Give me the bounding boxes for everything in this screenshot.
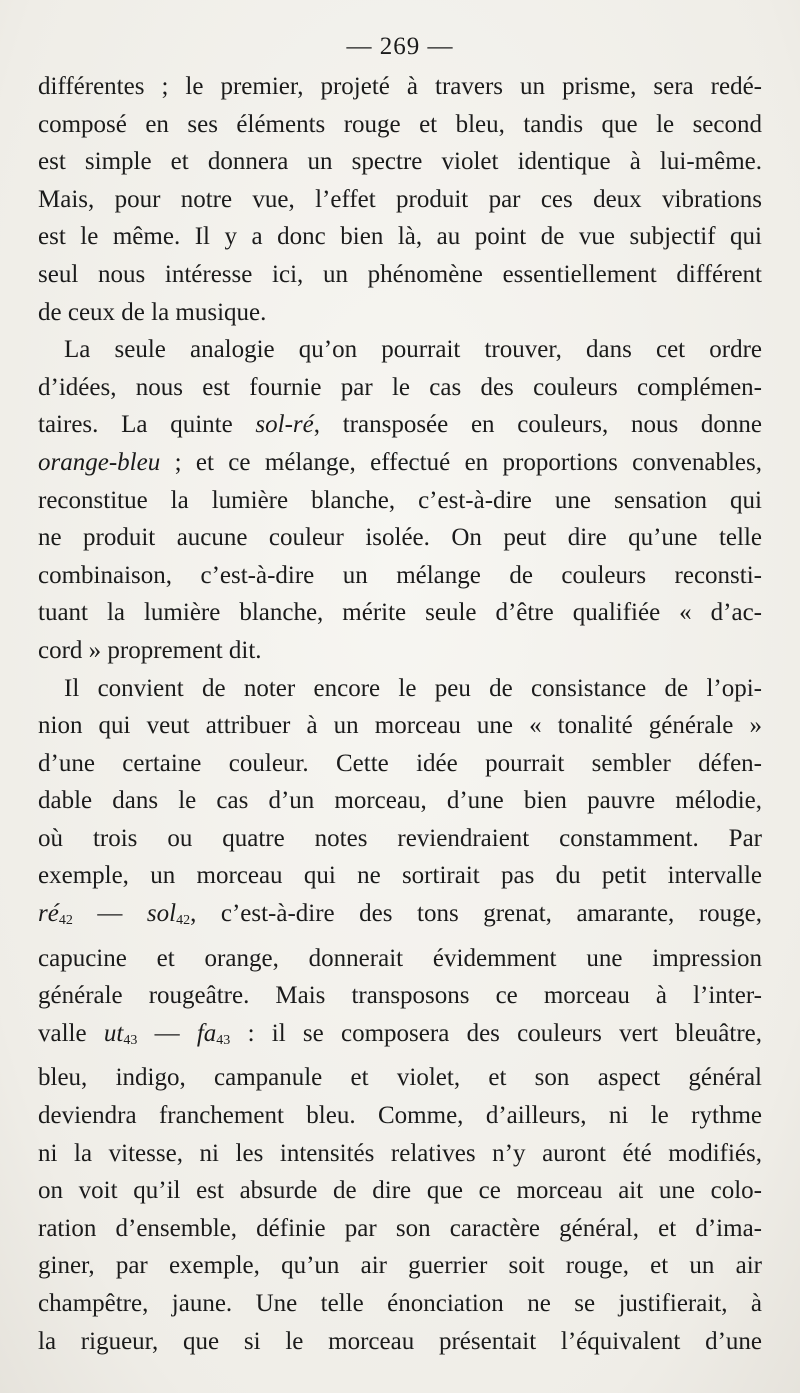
text-fragment: , transposée en couleurs, nous donne: [313, 411, 762, 439]
paragraph-2: [38, 331, 762, 369]
text-line: combinaison, c’est-à-dire un mélange de couleurs reconsti-: [38, 561, 762, 589]
text-line: [38, 406, 762, 444]
text-line: de ceux de la musique.: [38, 298, 267, 326]
paragraph-2-body: [38, 369, 762, 670]
text-line: Mais, pour notre vue, l’effet produit par ces deux vibrations: [38, 185, 762, 213]
paragraph-1: [38, 68, 762, 331]
paragraph-3: [38, 670, 762, 708]
text-line: Il convient de noter encore le peu de consistance de l’opi-: [64, 674, 762, 702]
text-line: ration d’ensemble, définie par son caractère général, et d’ima-: [38, 1214, 762, 1242]
text-fragment: valle: [38, 1019, 87, 1047]
text-line: d’une certaine couleur. Cette idée pourrait sembler défen-: [38, 749, 762, 777]
text-line: où trois ou quatre notes reviendraient constamment. Par: [38, 824, 762, 852]
dash: —: [137, 1019, 197, 1047]
text-line: d’idées, nous est fournie par le cas des couleurs complémen-: [38, 373, 762, 401]
text-fragment: c’est-à-dire des tons grenat, amarante, rouge,: [220, 900, 763, 928]
text-fragment: ; et ce mélange, effectué en proportions convenables,: [160, 448, 762, 476]
italic-term: sol-ré: [255, 411, 314, 439]
text-line: giner, par exemple, qu’un air guerrier soit rouge, et un air: [38, 1252, 762, 1280]
note-subscript: 43: [216, 1032, 231, 1048]
text-line: [38, 1015, 762, 1060]
text-line: ni la vitesse, ni les intensités relatives n’y auront été modifiés,: [38, 1139, 762, 1167]
text-line: est simple et donnera un spectre violet identique à lui-même.: [38, 148, 762, 176]
note-fa: fa: [196, 1019, 217, 1047]
note-subscript: 42: [176, 913, 191, 929]
text-line: dable dans le cas d’un morceau, d’une bien pauvre mélodie,: [38, 787, 762, 815]
text-line: la rigueur, que si le morceau présentait l’équivalent d’une: [38, 1327, 762, 1355]
text-line: bleu, indigo, campanule et violet, et son aspect général: [38, 1064, 762, 1092]
text-fragment: : il se composera des couleurs vert bleuâtre,: [247, 1019, 763, 1047]
note-ut: ut: [103, 1019, 124, 1047]
comma: ,: [190, 900, 221, 928]
paragraph-3-body: [38, 707, 762, 1360]
note-subscript: 43: [123, 1032, 138, 1048]
text-line: seul nous intéresse ici, un phénomène essentiellement différent: [38, 260, 762, 288]
text-line: [38, 444, 762, 482]
page-number: — 269 —: [346, 33, 454, 60]
text-line: capucine et orange, donnerait évidemment une impression: [38, 944, 762, 972]
text-fragment: taires. La quinte: [38, 411, 256, 439]
text-line: est le même. Il y a donc bien là, au point de vue subjectif qui: [38, 223, 762, 251]
text-line: on voit qu’il est absurde de dire que ce morceau ait une colo-: [38, 1177, 762, 1205]
note-subscript: 42: [58, 913, 73, 929]
italic-term: orange-bleu: [38, 448, 161, 476]
text-line: tuant la lumière blanche, mérite seule d’être qualifiée « d’ac-: [38, 599, 762, 627]
text-line: différentes ; le premier, projeté à travers un prisme, sera redé-: [38, 73, 762, 100]
text-line: générale rougeâtre. Mais transposons ce morceau à l’inter-: [38, 982, 762, 1010]
text-line: exemple, un morceau qui ne sortirait pas du petit intervalle: [38, 862, 762, 890]
dash: —: [72, 900, 147, 928]
note-sol: sol: [146, 900, 177, 928]
text-line: ne produit aucune couleur isolée. On peut dire qu’une telle: [38, 524, 762, 552]
text-line: champêtre, jaune. Une telle énonciation ne se justifierait, à: [38, 1290, 762, 1317]
text-line: reconstitue la lumière blanche, c’est-à-dire une sensation qui: [38, 486, 762, 514]
text-line: nion qui veut attribuer à un morceau une « tonalité générale »: [38, 712, 762, 740]
text-line: cord » proprement dit.: [38, 636, 262, 664]
text-line: composé en ses éléments rouge et bleu, tandis que le second: [38, 110, 762, 138]
text-line: [38, 895, 762, 940]
note-re: ré: [38, 900, 59, 928]
text-line: La seule analogie qu’on pourrait trouver, dans cet ordre: [64, 336, 762, 364]
text-line: deviendra franchement bleu. Comme, d’ailleurs, ni le rythme: [38, 1102, 762, 1130]
